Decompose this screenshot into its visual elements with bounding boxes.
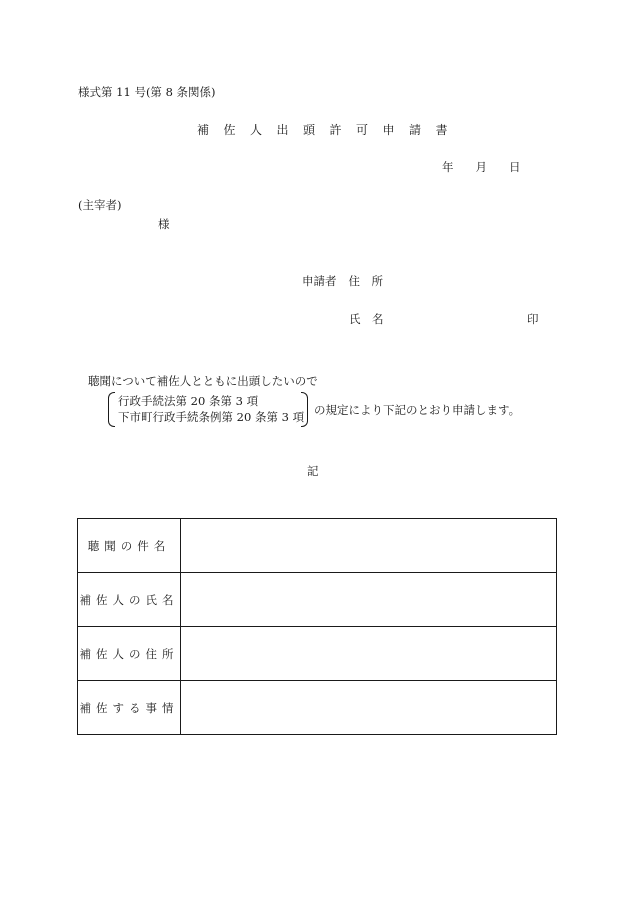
- form-number: 様式第 11 号(第 8 条関係): [78, 85, 216, 99]
- row-label-assistant-name: 補佐人の氏名: [78, 573, 181, 627]
- seal-mark: 印: [527, 312, 539, 326]
- right-bracket: [301, 392, 308, 427]
- ki-heading: 記: [307, 464, 319, 478]
- applicant-address-line: [302, 273, 383, 289]
- assistant-address-field[interactable]: [181, 627, 557, 681]
- body-lead-text: 聴聞について補佐人とともに出頭したいので: [88, 374, 318, 388]
- assist-reason-field[interactable]: [181, 681, 557, 735]
- row-label-hearing-subject: 聴聞の件名: [78, 519, 181, 573]
- date-line: [442, 159, 521, 175]
- body-tail-text: の規定により下記のとおり申請します。: [314, 403, 521, 417]
- date-month: 月: [475, 160, 487, 174]
- name-label: 氏 名: [349, 312, 384, 326]
- table-row: [78, 519, 557, 573]
- date-day: 日: [509, 160, 521, 174]
- organizer-label: (主宰者): [78, 198, 122, 212]
- law-options-bracket: [108, 391, 308, 427]
- hearing-subject-field[interactable]: [181, 519, 557, 573]
- table-row: [78, 573, 557, 627]
- law-option-1: 行政手続法第 20 条第 3 項: [118, 394, 259, 408]
- assistant-name-field[interactable]: [181, 573, 557, 627]
- row-label-assistant-address: 補佐人の住所: [78, 627, 181, 681]
- applicant-label: 申請者: [302, 274, 337, 288]
- date-year: 年: [442, 160, 454, 174]
- table-row: [78, 681, 557, 735]
- row-label-assist-reason: 補佐する事情: [78, 681, 181, 735]
- address-label: 住 所: [348, 274, 383, 288]
- document-title: 補佐人出頭許可申請書: [197, 123, 463, 137]
- table-row: [78, 627, 557, 681]
- honorific-sama: 様: [158, 217, 170, 231]
- law-option-2: 下市町行政手続条例第 20 条第 3 項: [118, 410, 305, 424]
- left-bracket: [108, 392, 115, 427]
- application-details-table: [77, 518, 557, 735]
